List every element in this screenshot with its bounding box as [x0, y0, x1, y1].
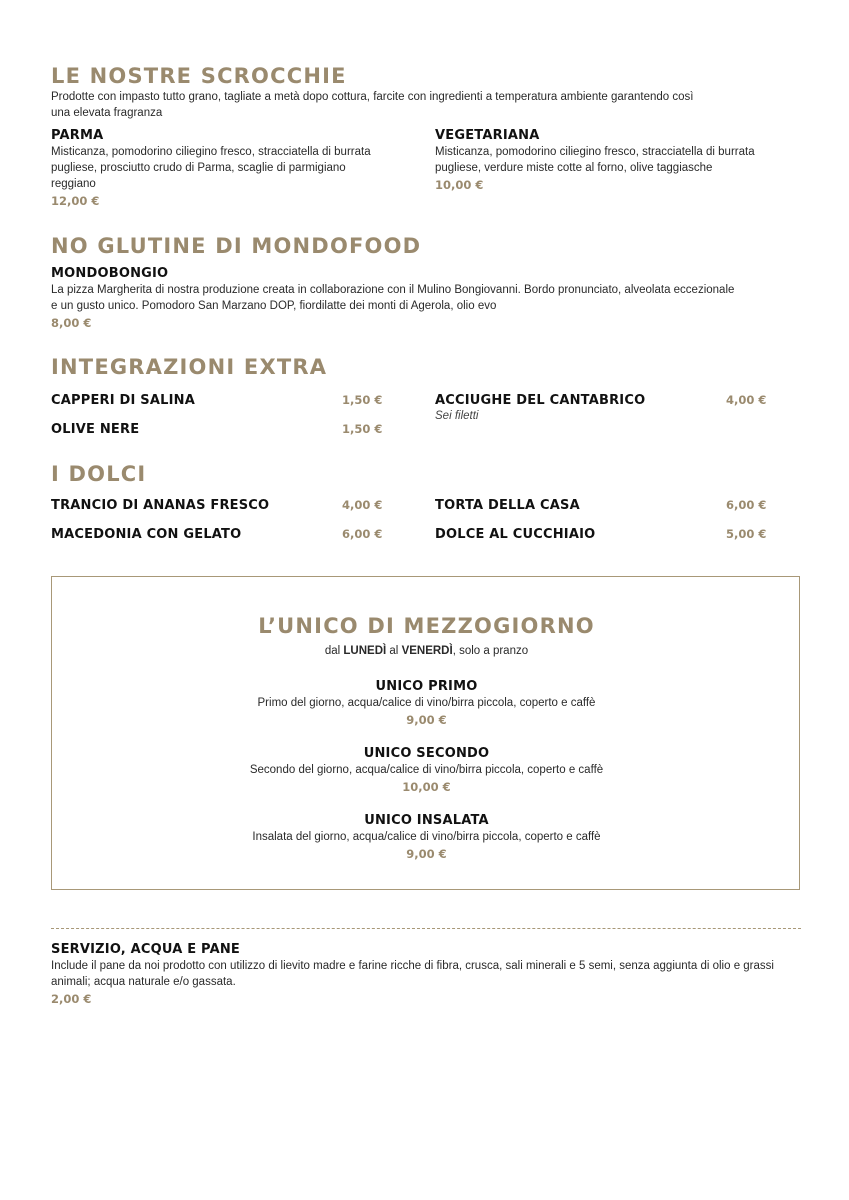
menu-item-vegetariana [435, 127, 765, 194]
extra-item-price: 1,50 € [342, 422, 383, 436]
item-price: 9,00 € [406, 847, 447, 861]
item-desc: Insalata del giorno, acqua/calice di vino/birra piccola, coperto e caffè [252, 831, 601, 843]
extra-item-note: Sei filetti [435, 410, 479, 422]
unico-item-insalata [52, 812, 801, 863]
servizio-block [51, 941, 801, 1008]
item-name: UNICO PRIMO [375, 679, 478, 694]
dolce-item-name: DOLCE AL CUCCHIAIO [435, 527, 596, 542]
dolce-item-price: 4,00 € [342, 498, 383, 512]
extra-item-name: OLIVE NERE [51, 422, 140, 437]
unico-title: L’UNICO DI MEZZOGIORNO [258, 614, 595, 638]
extra-item-price: 4,00 € [726, 393, 767, 407]
unico-box [51, 576, 800, 890]
item-desc: Misticanza, pomodorino ciliegino fresco, stracciatella di burrata pugliese, prosciutto crudo di Parma, scaglie di parmigiano reggiano [51, 146, 371, 190]
dolce-item-name: TORTA DELLA CASA [435, 498, 580, 513]
dolce-item-price: 6,00 € [342, 527, 383, 541]
subtitle-text: dal [324, 645, 344, 657]
item-desc: Secondo del giorno, acqua/calice di vino/birra piccola, coperto e caffè [249, 764, 604, 776]
servizio-name: SERVIZIO, ACQUA E PANE [51, 942, 241, 957]
item-price: 9,00 € [406, 713, 447, 727]
unico-item-primo [52, 678, 801, 729]
section-title-dolci: I DOLCI [51, 462, 147, 486]
item-price: 10,00 € [435, 178, 484, 192]
item-desc: La pizza Margherita di nostra produzione creata in collaborazione con il Mulino Bongiovanni. Bordo pronunciato, alveolata eccezionale e un gusto unico. Pomodoro San Marzano DOP, fiordilatte dei monti di Agerola, olio evo [51, 284, 735, 312]
servizio-desc: Include il pane da noi prodotto con utilizzo di lievito madre e farine ricche di fibra, crusca, sali minerali e 5 semi, senza aggiunta di olio e grassi animali; acqua naturale e/o gassata. [51, 960, 774, 988]
extra-item-price: 1,50 € [342, 393, 383, 407]
extra-item-name: ACCIUGHE DEL CANTABRICO [435, 393, 646, 408]
servizio-price: 2,00 € [51, 992, 92, 1006]
menu-item-parma [51, 127, 381, 210]
section-title-scrocchie: LE NOSTRE SCROCCHIE [51, 64, 347, 88]
item-name: PARMA [51, 128, 104, 143]
item-name: MONDOBONGIO [51, 266, 169, 281]
dashed-divider [51, 928, 801, 929]
item-name: VEGETARIANA [435, 128, 540, 143]
section-title-extra: INTEGRAZIONI EXTRA [51, 355, 328, 379]
subtitle-day-end: VENERDÌ [401, 645, 453, 657]
item-name: UNICO SECONDO [363, 746, 490, 761]
item-price: 8,00 € [51, 316, 92, 330]
dolce-item-price: 6,00 € [726, 498, 767, 512]
section-intro-scrocchie: Prodotte con impasto tutto grano, tagliate a metà dopo cottura, farcite con ingredienti a temperatura ambiente garantendo così una elevata fragranza [51, 91, 694, 119]
item-price: 10,00 € [402, 780, 451, 794]
extra-item-name: CAPPERI DI SALINA [51, 393, 195, 408]
subtitle-text: al [386, 645, 402, 657]
item-desc: Misticanza, pomodorino ciliegino fresco, stracciatella di burrata pugliese, verdure miste cotte al forno, olive taggiasche [435, 146, 755, 174]
item-name: UNICO INSALATA [364, 813, 489, 828]
subtitle-text: , solo a pranzo [452, 645, 529, 657]
unico-subtitle [52, 643, 801, 659]
item-price: 12,00 € [51, 194, 100, 208]
dolce-item-name: TRANCIO DI ANANAS FRESCO [51, 498, 270, 513]
subtitle-day-start: LUNEDÌ [343, 645, 387, 657]
menu-item-mondobongio [51, 265, 751, 332]
item-desc: Primo del giorno, acqua/calice di vino/birra piccola, coperto e caffè [257, 697, 596, 709]
unico-item-secondo [52, 745, 801, 796]
dolce-item-price: 5,00 € [726, 527, 767, 541]
section-title-glutine: NO GLUTINE DI MONDOFOOD [51, 234, 422, 258]
dolce-item-name: MACEDONIA CON GELATO [51, 527, 242, 542]
